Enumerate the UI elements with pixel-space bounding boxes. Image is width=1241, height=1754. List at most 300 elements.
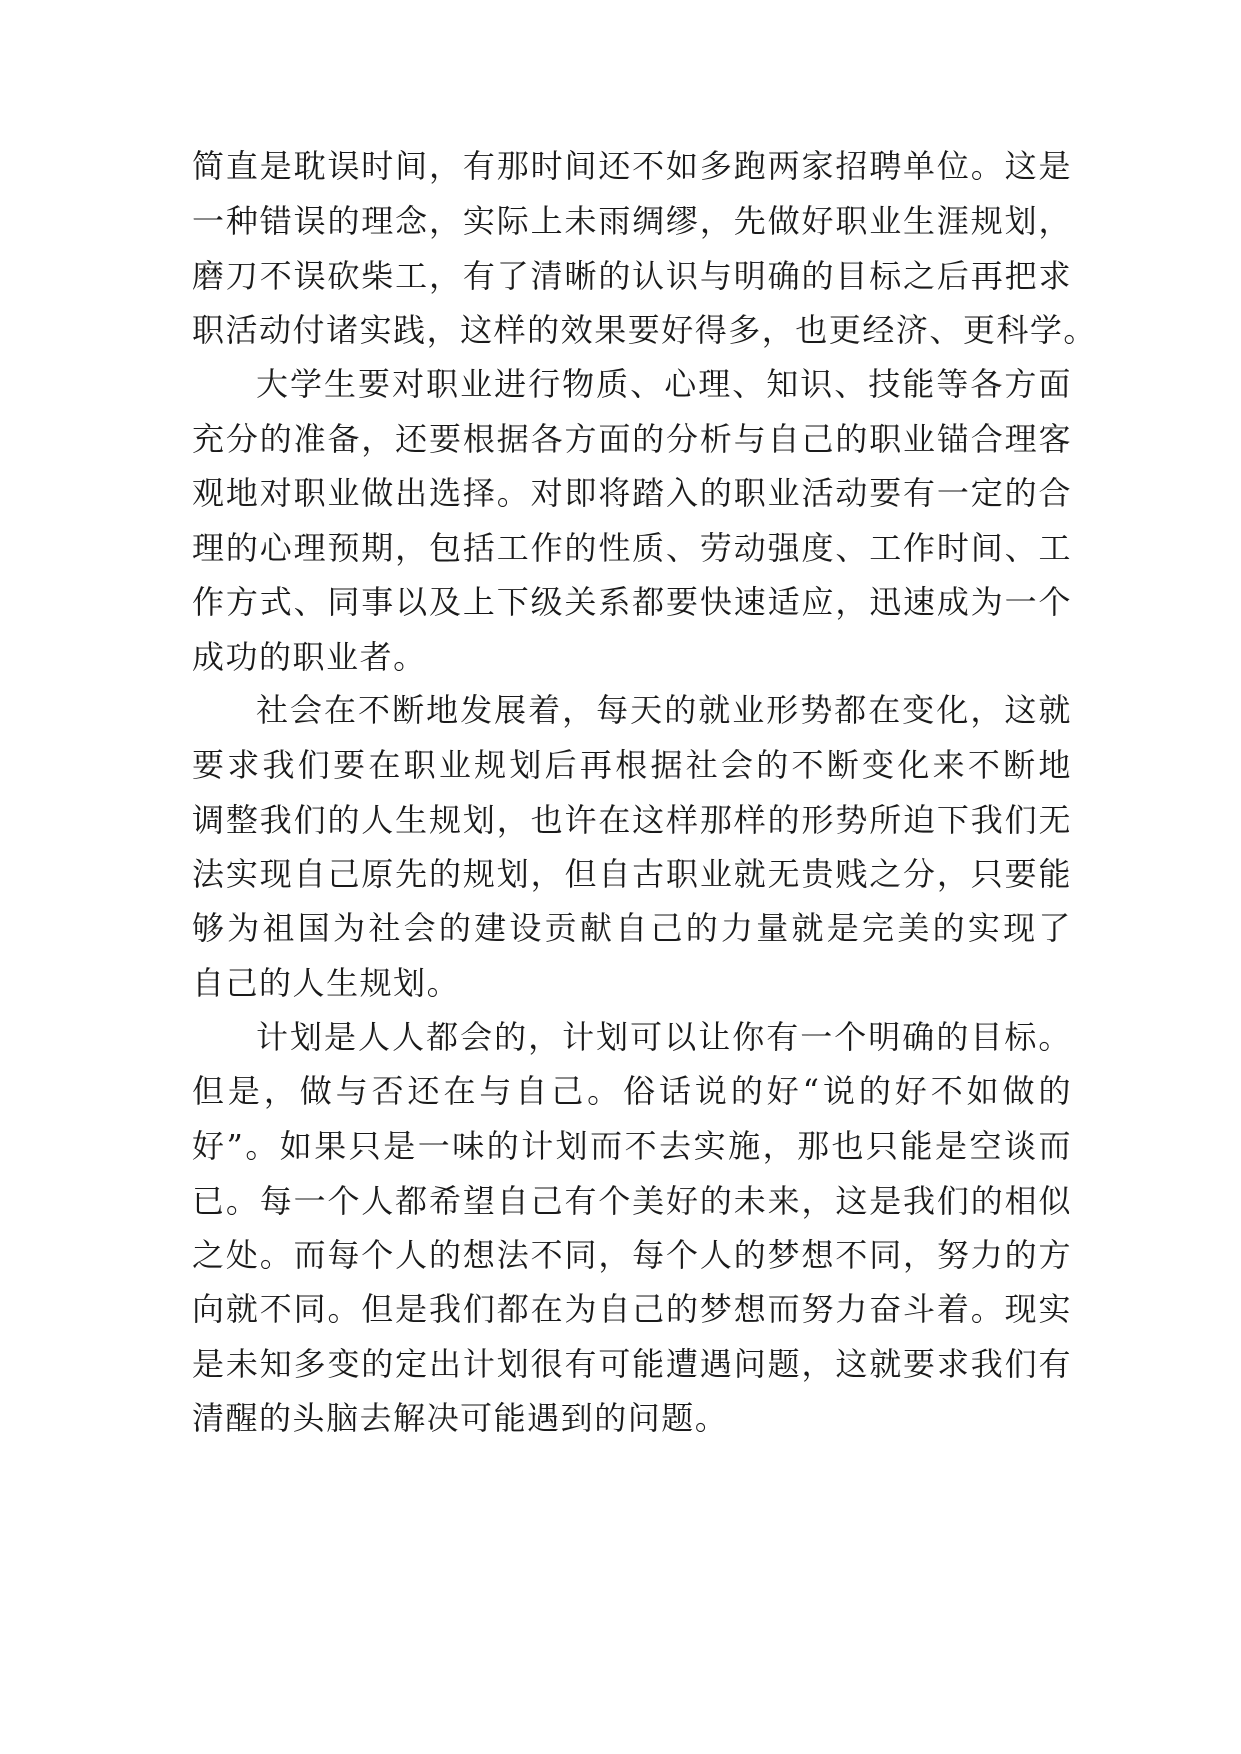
text-char: 个 [666, 1236, 700, 1274]
text-char: 种 [225, 202, 260, 240]
text-char: 各 [530, 420, 565, 458]
text-char: 地 [1038, 746, 1072, 784]
text-char: 标 [1004, 1018, 1038, 1056]
text-char: 有 [1038, 1345, 1072, 1383]
text-char: 与 [699, 257, 734, 295]
text-line [192, 256, 1072, 296]
text-char: 是 [935, 1127, 969, 1165]
text-char: 学 [290, 365, 324, 403]
text-char: 职 [733, 474, 768, 512]
text-char: 法 [192, 855, 226, 893]
text-char: 能 [1038, 855, 1072, 893]
text-char: 样 [493, 311, 528, 349]
text-char: 选 [429, 474, 463, 512]
text-char: 划 [393, 964, 427, 1002]
text-char: 俗 [623, 1072, 657, 1110]
text-char: 个 [834, 1018, 868, 1056]
text-char: 强 [767, 529, 802, 567]
text-char: 磨 [192, 257, 226, 295]
text-char: 动 [835, 474, 869, 512]
text-char: 分 [903, 855, 937, 893]
text-char: 标 [869, 257, 903, 295]
text-line [192, 800, 1072, 840]
text-char: 都 [426, 1018, 460, 1056]
text-char: 确 [902, 1018, 936, 1056]
text-char: 时 [530, 147, 565, 185]
text-char: 的 [527, 311, 561, 349]
text-char: 的 [259, 1399, 293, 1437]
text-char: ， [429, 147, 463, 185]
text-char: 也 [795, 311, 829, 349]
text-char: 说 [694, 1072, 729, 1110]
text-char: ， [936, 855, 971, 893]
text-char: 要 [358, 365, 392, 403]
text-char: 不 [259, 257, 294, 295]
text-char: 同 [869, 1236, 903, 1274]
text-char: 自 [598, 855, 632, 893]
text-char: 之 [869, 855, 903, 893]
text-char: 对 [259, 474, 294, 512]
text-char: 希 [429, 1182, 463, 1220]
text-char: ， [263, 1072, 298, 1110]
text-char: 不 [624, 1127, 659, 1165]
text-char: 充 [192, 420, 226, 458]
text-char: 砍 [327, 257, 361, 295]
text-char: 化 [936, 691, 970, 729]
text-char: 多 [293, 1345, 328, 1383]
text-char: 是 [826, 909, 861, 947]
text-char: 要 [869, 474, 903, 512]
text-char: 是 [1038, 147, 1072, 185]
text-char: 每 [596, 691, 630, 729]
text-char: 职 [293, 474, 328, 512]
text-char: 业 [767, 474, 802, 512]
text-char: 的 [767, 801, 802, 839]
text-char: 业 [903, 420, 937, 458]
text-char: 级 [530, 583, 565, 621]
text-char: 生 [324, 365, 358, 403]
text-char: 调 [192, 801, 226, 839]
text-char: 实 [967, 909, 1002, 947]
text-char: 方 [1038, 1236, 1072, 1274]
text-char: 分 [225, 420, 260, 458]
text-char: 实 [225, 855, 260, 893]
text-char: 动 [733, 529, 768, 567]
text-char: 断 [392, 691, 426, 729]
text-char: 后 [544, 746, 579, 784]
text-char: 职 [403, 746, 438, 784]
text-char: 己 [225, 964, 260, 1002]
text-char: 的 [632, 420, 666, 458]
text-char: 的 [664, 691, 698, 729]
text-char: 是 [395, 1290, 429, 1328]
text-line [192, 908, 1072, 948]
text-char: 来 [932, 746, 967, 784]
text-char: 的 [699, 1182, 734, 1220]
text-char: 效 [560, 311, 595, 349]
text-char: 己 [632, 1290, 666, 1328]
text-char: 都 [395, 1182, 429, 1220]
text-char: 与 [733, 420, 768, 458]
text-char: 的 [361, 1345, 395, 1383]
text-char: 同 [293, 1290, 328, 1328]
text-char: 社 [256, 691, 290, 729]
text-char: 们 [1004, 1345, 1039, 1383]
text-char: 预 [327, 529, 361, 567]
text-char: 的 [1004, 474, 1039, 512]
text-char: 完 [862, 909, 896, 947]
text-char: 。 [259, 1236, 294, 1274]
text-char: ， [903, 1236, 937, 1274]
text-char: 间 [564, 147, 598, 185]
text-char: 似 [1038, 1182, 1072, 1220]
text-char: 整 [225, 801, 260, 839]
text-char: 再 [579, 746, 614, 784]
text-char: 大 [256, 365, 290, 403]
text-char: 的 [486, 1127, 521, 1165]
text-char: 、 [1004, 529, 1039, 567]
text-char: 一 [936, 474, 971, 512]
text-char: 我 [429, 1290, 463, 1328]
text-char: 这 [460, 311, 494, 349]
text-char: 定 [395, 1345, 429, 1383]
text-char: 人 [361, 1182, 395, 1220]
text-char: 以 [664, 1018, 698, 1056]
text-line [192, 1235, 1072, 1275]
text-char: 。 [393, 638, 427, 676]
text-char: 更 [962, 311, 997, 349]
text-char: 施 [728, 1127, 762, 1165]
text-char: 业 [327, 474, 361, 512]
text-char: 时 [361, 147, 395, 185]
text-line [192, 310, 1097, 350]
text-char: 社 [368, 909, 402, 947]
text-char: 还 [598, 147, 632, 185]
text-char: 的 [598, 257, 632, 295]
text-char: 、 [732, 365, 766, 403]
text-char: 贵 [801, 855, 835, 893]
text-char: 职 [835, 202, 869, 240]
text-line [256, 1017, 1072, 1057]
text-char: 上 [530, 202, 565, 240]
text-char: 式 [259, 583, 294, 621]
text-char: 关 [564, 583, 598, 621]
text-char: 但 [361, 1290, 395, 1328]
text-char: 方 [564, 420, 598, 458]
text-char: 生 [903, 202, 937, 240]
text-char: 作 [903, 529, 937, 567]
text-char: 自 [496, 1182, 531, 1220]
text-char: 就 [698, 691, 732, 729]
text-char: 合 [1038, 474, 1072, 512]
text-char: 未 [225, 1345, 260, 1383]
text-char: 理 [293, 529, 328, 567]
text-char: 规 [359, 964, 394, 1002]
text-char: 断 [826, 746, 861, 784]
text-char: 能 [900, 1127, 935, 1165]
text-char: 根 [462, 420, 497, 458]
text-char: 要 [666, 583, 700, 621]
text-char: 有 [903, 474, 937, 512]
text-char: 为 [333, 909, 367, 947]
text-char: 速 [903, 583, 937, 621]
text-char: 自 [615, 909, 649, 947]
text-char: 的 [730, 1072, 765, 1110]
text-line [192, 1071, 1072, 1111]
text-char: 质 [596, 365, 630, 403]
text-char: 对 [392, 365, 426, 403]
text-char: 规 [429, 801, 463, 839]
text-char: “ [802, 1072, 821, 1110]
text-char: 目 [970, 1018, 1004, 1056]
text-char: 。 [970, 1290, 1005, 1328]
text-char: 在 [598, 801, 632, 839]
text-char: 地 [426, 691, 460, 729]
text-char: 头 [292, 1399, 327, 1437]
text-char: 我 [970, 1345, 1005, 1383]
text-char: 梦 [767, 1236, 802, 1274]
text-char: 。 [496, 474, 531, 512]
text-char: 是 [383, 1127, 417, 1165]
text-char: 先 [733, 202, 768, 240]
text-char: 们 [1004, 801, 1039, 839]
text-char: 度 [801, 529, 835, 567]
text-char: 这 [1004, 147, 1039, 185]
text-char: 方 [225, 583, 260, 621]
text-char: 错 [259, 202, 294, 240]
text-char: 家 [801, 147, 835, 185]
text-char: 好 [666, 1182, 700, 1220]
text-char: 法 [496, 1236, 531, 1274]
text-char: 题 [661, 1399, 695, 1437]
text-char: 实 [1038, 1290, 1072, 1328]
text-char: 有 [766, 1018, 800, 1056]
text-char: 识 [666, 257, 700, 295]
text-char: 已 [192, 1182, 226, 1220]
text-char: 这 [835, 1345, 869, 1383]
text-char: 理 [361, 202, 395, 240]
text-char: 味 [452, 1127, 486, 1165]
text-char: 处 [225, 1236, 260, 1274]
text-char: 、 [630, 365, 664, 403]
text-char: 划 [1004, 202, 1039, 240]
text-char: 量 [756, 909, 790, 947]
text-char: 就 [791, 909, 826, 947]
text-char: 为 [227, 909, 261, 947]
text-char: 两 [767, 147, 802, 185]
text-char: 、 [666, 529, 700, 567]
text-char: 努 [936, 1236, 971, 1274]
text-char: 不 [791, 746, 826, 784]
text-char: 会 [403, 909, 438, 947]
text-char: 望 [462, 1182, 497, 1220]
text-char: 工 [869, 529, 903, 567]
text-char: 出 [429, 1345, 463, 1383]
text-char: 的 [494, 1018, 528, 1056]
text-char: 晰 [564, 257, 598, 295]
text-char: 就 [225, 1290, 260, 1328]
text-char: 质 [632, 529, 666, 567]
text-char: 与 [479, 1072, 513, 1110]
text-char: 知 [259, 1345, 294, 1383]
text-char: 无 [767, 855, 802, 893]
text-char: 原 [361, 855, 395, 893]
text-char: 己 [650, 909, 684, 947]
text-char: 会 [460, 1018, 494, 1056]
text-char: 力 [720, 909, 755, 947]
text-char: 的 [564, 529, 598, 567]
text-char: 计 [256, 1018, 290, 1056]
text-line [192, 745, 1072, 785]
text-char: 的 [801, 257, 835, 295]
text-char: 析 [699, 420, 734, 458]
text-char: 的 [1038, 1072, 1072, 1110]
text-char: 。 [426, 964, 461, 1002]
text-char: 济 [895, 311, 930, 349]
text-char: 付 [292, 311, 327, 349]
text-line [192, 1181, 1072, 1221]
text-char: 不 [835, 1236, 869, 1274]
text-char: 自 [293, 855, 328, 893]
text-char: 职 [869, 420, 903, 458]
text-char: 自 [515, 1072, 549, 1110]
text-char: 。 [1038, 1018, 1072, 1056]
text-char: 分 [666, 420, 700, 458]
text-char: 变 [862, 746, 896, 784]
text-char: 做 [299, 1072, 334, 1110]
text-char: 求 [1038, 257, 1072, 295]
text-char: 。 [970, 147, 1005, 185]
text-char: 遭 [666, 1345, 700, 1383]
text-char: 的 [932, 909, 967, 947]
text-char: 好 [766, 1072, 801, 1110]
text-char: 着 [936, 1290, 971, 1328]
text-char: ， [426, 311, 461, 349]
text-char: 发 [460, 691, 494, 729]
text-char: 明 [733, 257, 768, 295]
text-char: 工 [496, 529, 531, 567]
text-char: ， [562, 691, 596, 729]
text-char: 生 [326, 964, 360, 1002]
text-char: 要 [429, 420, 463, 458]
text-char: 的 [699, 474, 734, 512]
text-char: 自 [767, 420, 802, 458]
text-char: 误 [293, 202, 328, 240]
text-line [192, 854, 1072, 894]
text-char: 求 [227, 746, 261, 784]
text-char: 包 [429, 529, 463, 567]
text-char: 谈 [1003, 1127, 1038, 1165]
text-char: 题 [767, 1345, 802, 1383]
text-char: ， [1038, 202, 1072, 240]
text-char: 解 [393, 1399, 427, 1437]
text-char: 就 [1038, 691, 1072, 729]
text-char: 有 [462, 257, 497, 295]
text-char: 是 [324, 1018, 358, 1056]
text-char: 知 [766, 365, 800, 403]
text-char: 力 [970, 1236, 1005, 1274]
text-char: 。 [225, 1182, 260, 1220]
text-char: 规 [474, 746, 508, 784]
text-char: 有 [564, 1345, 598, 1383]
text-char: 业 [699, 855, 734, 893]
text-char: 计 [521, 1127, 555, 1165]
text-char: 遇 [527, 1399, 561, 1437]
text-char: 活 [801, 474, 835, 512]
text-char: 而 [590, 1127, 624, 1165]
text-char: 也 [530, 801, 565, 839]
text-char: 业 [326, 638, 360, 676]
text-char: 划 [509, 746, 543, 784]
text-char: 践 [393, 311, 427, 349]
text-char: 向 [192, 1290, 226, 1328]
text-char: 也 [831, 1127, 866, 1165]
text-char: 脑 [326, 1399, 360, 1437]
text-char: 等 [936, 365, 970, 403]
text-char: 心 [259, 529, 294, 567]
text-char: 一 [417, 1127, 452, 1165]
text-line [192, 1289, 1072, 1329]
text-char: 间 [395, 147, 429, 185]
text-char: 多 [728, 311, 762, 349]
text-char: 为 [970, 583, 1005, 621]
text-line [192, 582, 1072, 622]
text-char: 者 [359, 638, 394, 676]
text-char: 你 [732, 1018, 766, 1056]
text-char: 应 [801, 583, 835, 621]
text-char: 很 [530, 1345, 565, 1383]
text-char: 这 [835, 1182, 869, 1220]
text-char: 己 [801, 420, 835, 458]
text-char: 己 [530, 1182, 565, 1220]
text-char: 祖 [262, 909, 297, 947]
text-char: 献 [579, 909, 614, 947]
text-char: 现 [1004, 1290, 1039, 1328]
text-char: 心 [664, 365, 698, 403]
text-char: 势 [800, 691, 834, 729]
text-char: 的 [835, 420, 869, 458]
text-char: 招 [835, 147, 869, 185]
text-char: 择 [462, 474, 497, 512]
text-char: 的 [327, 801, 361, 839]
text-char: 断 [1003, 746, 1037, 784]
text-char: 合 [970, 420, 1005, 458]
text-char: 相 [1004, 1182, 1039, 1220]
text-char: 划 [290, 1018, 324, 1056]
text-char: 作 [192, 583, 226, 621]
text-char: 一 [1004, 583, 1039, 621]
text-char: 的 [936, 1018, 970, 1056]
text-char: 而 [1038, 1127, 1072, 1165]
text-char: 会 [720, 746, 755, 784]
text-char: 间 [970, 529, 1005, 567]
text-char: 括 [462, 529, 497, 567]
text-char: 设 [509, 909, 543, 947]
text-char: 实 [462, 202, 497, 240]
text-char: 这 [632, 801, 666, 839]
text-char: 的 [970, 1182, 1005, 1220]
text-char: 的 [259, 420, 294, 458]
text-char: 去 [359, 1399, 394, 1437]
text-char: 只 [866, 1127, 900, 1165]
text-char: 功 [225, 638, 260, 676]
text-char: 的 [858, 1072, 893, 1110]
text-char: 我 [259, 801, 294, 839]
text-char: 以 [395, 583, 429, 621]
text-char: ， [429, 202, 463, 240]
text-char: 即 [564, 474, 598, 512]
text-char: 决 [426, 1399, 461, 1437]
